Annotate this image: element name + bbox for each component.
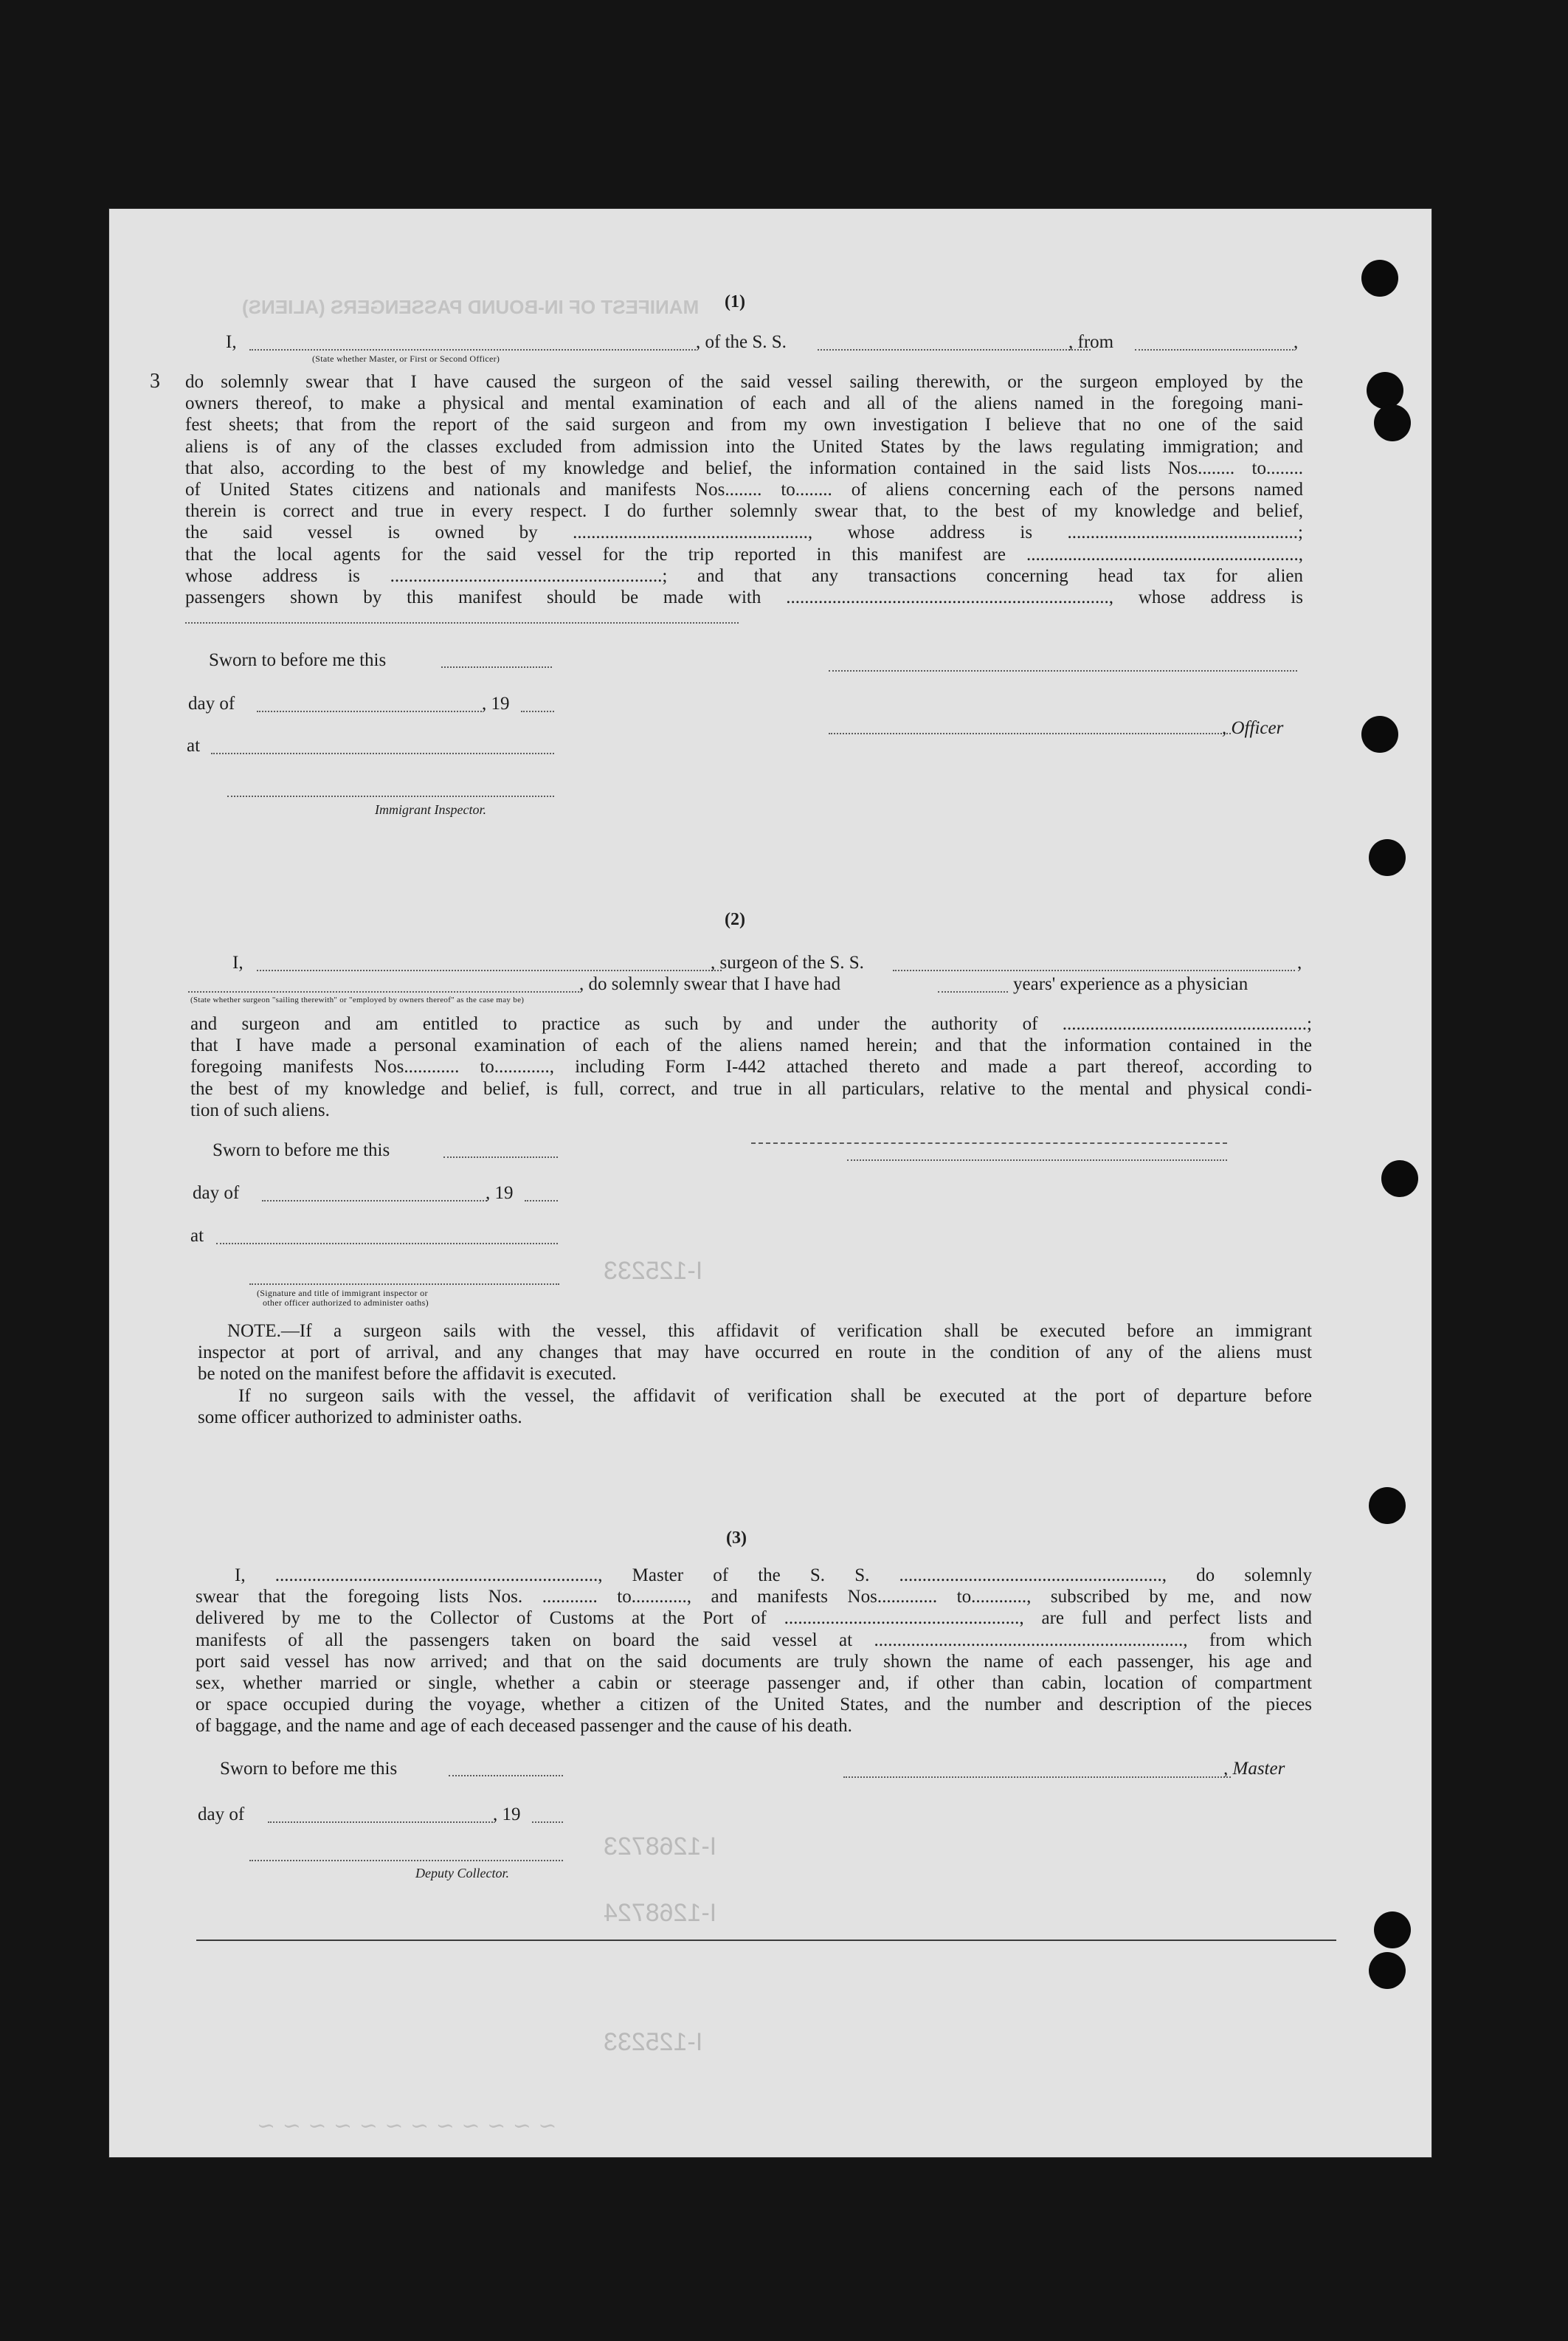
bleed-through-id: I-125233 bbox=[604, 2028, 703, 2056]
body-line: delivered by me to the Collector of Customs at the Port of ..................................................., are full and perfect lists and bbox=[196, 1608, 1312, 1629]
line-end: , bbox=[1294, 332, 1299, 352]
address-blank bbox=[185, 622, 739, 624]
sworn-blank bbox=[443, 1156, 558, 1158]
year-blank bbox=[525, 1200, 558, 1201]
body-line: NOTE.—If a surgeon sails with the vessel, this affidavit of verification shall be executed before an immigrant bbox=[227, 1321, 1312, 1341]
note-paragraph bbox=[198, 1320, 1312, 1428]
at-blank bbox=[211, 753, 554, 754]
section-2-i: I, bbox=[232, 953, 244, 973]
body-line: of baggage, and the name and age of each deceased passenger and the cause of his death. bbox=[196, 1716, 852, 1737]
line-end: , bbox=[1297, 953, 1302, 973]
officer-note: (State whether Master, or First or Second Officer) bbox=[312, 354, 500, 364]
manifest-page bbox=[109, 209, 1431, 2157]
punch-hole bbox=[1367, 372, 1403, 409]
from-blank bbox=[1135, 349, 1294, 351]
section-3-body bbox=[196, 1565, 1312, 1737]
years-blank bbox=[938, 991, 1008, 993]
body-line: whose address is ...........................................................; and that any transactions concerning head tax for alien bbox=[185, 565, 1303, 586]
experience-label: years' experience as a physician bbox=[1013, 974, 1248, 994]
body-line: or space occupied during the voyage, whether a citizen of the United States, and the number and description of the pieces bbox=[196, 1694, 1312, 1715]
body-line: manifests of all the passengers taken on board the said vessel at ..................................................................., from which bbox=[196, 1630, 1312, 1650]
surgeon-signature-line bbox=[847, 1159, 1227, 1161]
year-blank bbox=[532, 1821, 563, 1823]
vessel-blank bbox=[818, 349, 1091, 351]
bottom-rule bbox=[196, 1940, 1336, 1941]
punch-hole bbox=[1369, 1952, 1406, 1989]
body-line: tion of such aliens. bbox=[190, 1100, 330, 1120]
body-line: I, ......................................................................, Master of the S. S. ........................................................., do solemnly bbox=[235, 1565, 1312, 1585]
body-line: owners thereof, to make a physical and mental examination of each and all of the aliens named in the foregoing mani- bbox=[185, 393, 1303, 414]
punch-hole bbox=[1361, 716, 1398, 753]
section-3-heading: (3) bbox=[726, 1528, 747, 1548]
surgeon-note: (State whether surgeon "sailing therewith" or "employed by owners thereof" as the case may be) bbox=[190, 996, 525, 1004]
name-blank bbox=[249, 349, 696, 351]
deputy-caption: Deputy Collector. bbox=[415, 1866, 509, 1880]
bleed-through-handwriting: ~ ~ ~ ~ ~ ~ ~ ~ ~ ~ ~ ~ bbox=[257, 2113, 557, 2139]
body-line: If no surgeon sails with the vessel, the affidavit of verification shall be executed at the port of departure before bbox=[238, 1385, 1312, 1406]
year-label: , 19 bbox=[493, 1804, 521, 1824]
bleed-through-header: MANIFEST OF IN-BOUND PASSENGERS (ALIENS) bbox=[242, 296, 700, 318]
punch-hole bbox=[1381, 1160, 1418, 1197]
margin-mark: 3 bbox=[150, 370, 160, 393]
year-label: , 19 bbox=[486, 1183, 514, 1203]
surgeon-of-ss: , surgeon of the S. S. bbox=[711, 953, 864, 973]
master-signature-line bbox=[843, 1776, 1231, 1778]
body-line: of United States citizens and nationals and manifests Nos........ to........ of aliens concerning each of the persons named bbox=[185, 480, 1303, 500]
sworn-label: Sworn to before me this bbox=[213, 1140, 390, 1160]
year-label: , 19 bbox=[482, 694, 510, 714]
body-line: some officer authorized to administer oaths. bbox=[198, 1407, 522, 1427]
surgeon-type-blank bbox=[188, 991, 579, 993]
body-line: aliens is of any of the classes excluded from admission into the United States by the laws regulating immigration; and bbox=[185, 436, 1303, 457]
punch-hole bbox=[1369, 1487, 1406, 1524]
at-label: at bbox=[190, 1226, 204, 1246]
bleed-through-id: I-125233 bbox=[604, 1257, 703, 1285]
day-blank bbox=[262, 1200, 487, 1201]
body-line: port said vessel has now arrived; and that on the said documents are truly shown the name of each passenger, his age and bbox=[196, 1651, 1312, 1672]
at-blank bbox=[216, 1243, 558, 1244]
day-of-label: day of bbox=[188, 694, 235, 714]
sworn-blank bbox=[441, 666, 552, 668]
body-line: be noted on the manifest before the affidavit is executed. bbox=[198, 1364, 617, 1385]
section-2-body bbox=[190, 1013, 1312, 1121]
of-the-ss: , of the S. S. bbox=[696, 332, 787, 352]
section-2-heading: (2) bbox=[725, 910, 745, 929]
signature-caption: (Signature and title of immigrant inspector or bbox=[257, 1288, 428, 1298]
officer-line-1 bbox=[829, 670, 1297, 672]
bleed-through-id: I-1268724 bbox=[604, 1899, 717, 1927]
body-line: foregoing manifests Nos............ to............, including Form I-442 attached thereto and made a part thereof, according to bbox=[190, 1057, 1312, 1078]
day-blank bbox=[268, 1821, 493, 1823]
punch-hole bbox=[1374, 1911, 1411, 1948]
body-line: that I have made a personal examination of each of the aliens named herein; and that the information contained in the bbox=[190, 1035, 1312, 1056]
body-line: that also, according to the best of my knowledge and belief, the information contained in the said lists Nos........ to........ bbox=[185, 458, 1303, 478]
body-line: and surgeon and am entitled to practice as such by and under the authority of .....................................................; bbox=[190, 1014, 1312, 1034]
surgeon-vessel-blank bbox=[893, 970, 1295, 971]
sworn-blank bbox=[449, 1775, 563, 1776]
body-line: fest sheets; that from the report of the said surgeon and from my own investigation I believe that no one of the said bbox=[185, 415, 1303, 435]
body-line: the best of my knowledge and belief, is full, correct, and true in all particulars, relative to the mental and physical condi- bbox=[190, 1078, 1312, 1099]
surgeon-name-blank bbox=[257, 970, 722, 971]
body-line: swear that the foregoing lists Nos. ............ to............, and manifests Nos............. to............, subscribed by me, and now bbox=[196, 1587, 1312, 1607]
surgeon-signature-line bbox=[751, 1142, 1227, 1144]
inspector-signature-line bbox=[227, 796, 554, 797]
officer-label: , Officer bbox=[1222, 718, 1284, 738]
body-line: that the local agents for the said vessel for the trip reported in this manifest are ..........................................................., bbox=[185, 544, 1303, 565]
sworn-label: Sworn to before me this bbox=[220, 1759, 398, 1779]
inspector-caption: Immigrant Inspector. bbox=[375, 802, 486, 817]
at-label: at bbox=[187, 736, 201, 756]
bleed-through-id: I-1268723 bbox=[604, 1833, 717, 1861]
signature-caption: other officer authorized to administer oaths) bbox=[263, 1297, 429, 1308]
master-label: , Master bbox=[1223, 1759, 1285, 1779]
solemnly-swear: , do solemnly swear that I have had bbox=[579, 974, 841, 994]
day-of-label: day of bbox=[198, 1804, 245, 1824]
body-line: inspector at port of arrival, and any changes that may have occurred en route in the condition of any of the aliens must bbox=[198, 1342, 1312, 1363]
officer-line-2 bbox=[829, 733, 1231, 734]
collector-signature-line bbox=[249, 1860, 563, 1861]
punch-hole bbox=[1369, 839, 1406, 876]
day-of-label: day of bbox=[193, 1183, 240, 1203]
section-1-heading: (1) bbox=[725, 292, 745, 311]
body-line: passengers shown by this manifest should be made with ......................................................................, whose address is bbox=[185, 587, 1303, 608]
body-line: therein is correct and true in every respect. I do further solemnly swear that, to the best of my knowledge and belief, bbox=[185, 501, 1303, 522]
section-1-body bbox=[185, 371, 1303, 608]
punch-hole bbox=[1361, 260, 1398, 297]
day-blank bbox=[257, 711, 482, 712]
punch-hole bbox=[1374, 404, 1411, 441]
body-line: sex, whether married or single, whether a cabin or steerage passenger and, if other than cabin, location of compartment bbox=[196, 1673, 1312, 1694]
section-1-i: I, bbox=[226, 332, 237, 352]
year-blank bbox=[521, 711, 554, 712]
body-line: do solemnly swear that I have caused the surgeon of the said vessel sailing therewith, or the surgeon employed by the bbox=[185, 372, 1303, 392]
body-line: the said vessel is owned by ..................................................., whose address is ..................................................; bbox=[185, 523, 1303, 543]
from-label: , from bbox=[1068, 332, 1114, 352]
inspector-signature-line bbox=[249, 1283, 559, 1285]
sworn-label: Sworn to before me this bbox=[209, 650, 387, 670]
